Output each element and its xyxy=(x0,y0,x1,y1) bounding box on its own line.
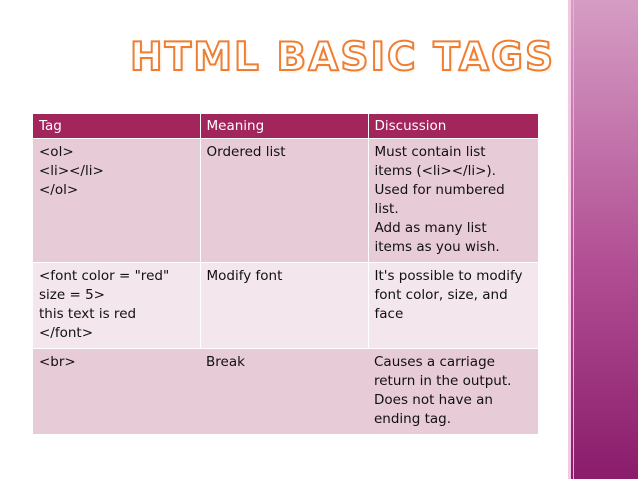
cell-discussion xyxy=(368,263,538,349)
cell-line: </ol> xyxy=(39,182,79,198)
cell-line: Must contain list xyxy=(374,144,486,160)
cell-line: ending tag. xyxy=(374,411,452,427)
slide-title: HTML BASIC TAGS xyxy=(130,35,556,80)
cell-line: Add as many list xyxy=(374,220,487,236)
cell-line: </font> xyxy=(39,325,94,341)
cell-line: font color, size, and xyxy=(374,287,508,303)
cell-discussion xyxy=(368,139,538,263)
cell-meaning xyxy=(200,349,368,435)
cell-line: <li></li> xyxy=(39,163,104,179)
tags-table xyxy=(33,114,538,434)
cell-line: <font color = "red" xyxy=(39,268,170,284)
table-row xyxy=(33,139,538,263)
decorative-side-band xyxy=(568,0,638,479)
cell-line: It's possible to modify xyxy=(374,268,523,284)
cell-line: Used for numbered xyxy=(374,182,505,198)
cell-line: Modify font xyxy=(206,268,283,284)
cell-tag xyxy=(33,139,200,263)
cell-line: Causes a carriage xyxy=(374,354,495,370)
header-tag: Tag xyxy=(33,114,200,139)
cell-line: <ol> xyxy=(39,144,74,160)
cell-discussion xyxy=(368,349,538,435)
cell-tag xyxy=(33,263,200,349)
header-meaning: Meaning xyxy=(200,114,368,139)
cell-line: face xyxy=(374,306,404,322)
cell-meaning xyxy=(200,139,368,263)
cell-line: <br> xyxy=(39,354,76,370)
cell-line: Does not have an xyxy=(374,392,493,408)
cell-line: this text is red xyxy=(39,306,137,322)
cell-line: items (<li></li>). xyxy=(374,163,496,179)
cell-meaning xyxy=(200,263,368,349)
table-header-row xyxy=(33,114,538,139)
cell-line: items as you wish. xyxy=(374,239,500,255)
cell-line: Ordered list xyxy=(206,144,286,160)
table-row xyxy=(33,263,538,349)
cell-line: return in the output. xyxy=(374,373,512,389)
cell-line: size = 5> xyxy=(39,287,105,303)
cell-line: list. xyxy=(374,201,399,217)
header-discussion: Discussion xyxy=(368,114,538,139)
table-row xyxy=(33,349,538,435)
cell-tag xyxy=(33,349,200,435)
cell-line: Break xyxy=(206,354,245,370)
